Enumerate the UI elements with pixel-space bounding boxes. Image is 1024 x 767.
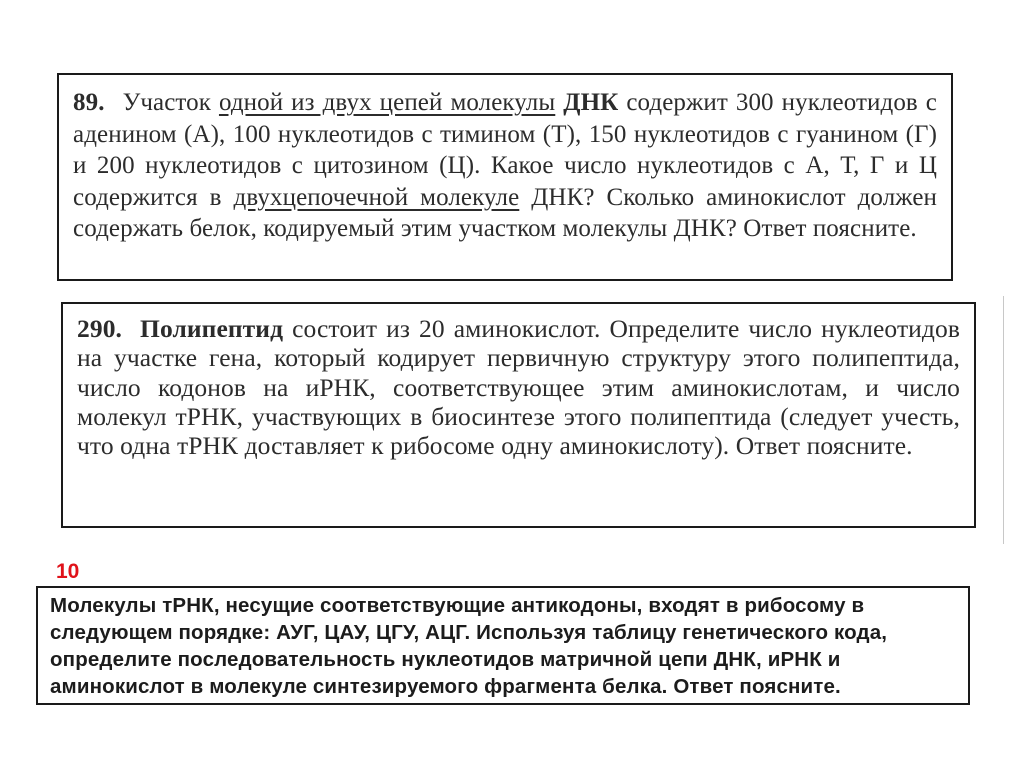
task-89-underlined-phrase: одной из двух цепей молекулы — [218, 89, 556, 116]
task-290-polypeptide-bold: Полипептид — [140, 314, 284, 343]
task-89-question: ДНК? Сколько аминокислот должен содержать белок, кодируемый этим участком молекулы ДНК? Ответ поясните. — [73, 183, 937, 242]
task-10-number: 10 — [56, 560, 80, 583]
task-10-box — [36, 586, 970, 705]
task-89-underlined-double-strand: двухцепочечной молекуле — [233, 183, 520, 211]
task-10-text: Молекулы тРНК, несущие соответствующие антикодоны, входят в рибосому в следующем порядке: АУГ, ЦАУ, ЦГУ, АЦГ. Используя таблицу генетического кода, определите последовательность нуклеотидов матричной цепи ДНК, иРНК и аминокислот в молекуле синтезируемого фрагмента белка. Ответ поясните. — [50, 594, 888, 698]
task-89-body: содержит 300 нуклеотидов с аденином (А), 100 нуклеотидов с тимином (Т), 150 нуклеотидов с гуанином (Г) и 200 нуклеотидов с цитозином (Ц). Какое число нуклеотидов с А, Т, Г и Ц содержится в — [73, 89, 937, 211]
task-290-body: состоит из 20 аминокислот. Определите число нуклеотидов на участке гена, который кодирует первичную структуру этого полипептида, число кодонов на иРНК, соответствующее этим аминокислотам, и число молекул тРНК, участвующих в биосинтезе этого полипептида (следует учесть, что одна тРНК доставляет к рибосоме одну аминокислоту). Ответ поясните. — [77, 314, 960, 461]
task-89-box — [57, 73, 953, 281]
task-89-text — [73, 87, 937, 245]
task-89-number: 89. — [73, 89, 105, 116]
task-290-box — [61, 302, 976, 528]
task-290-number: 290. — [77, 314, 123, 343]
task-290-text — [77, 314, 960, 460]
task-89-intro: Участок — [122, 89, 219, 116]
task-89-dna-bold: ДНК — [563, 89, 619, 116]
page-edge-line — [1003, 296, 1004, 544]
